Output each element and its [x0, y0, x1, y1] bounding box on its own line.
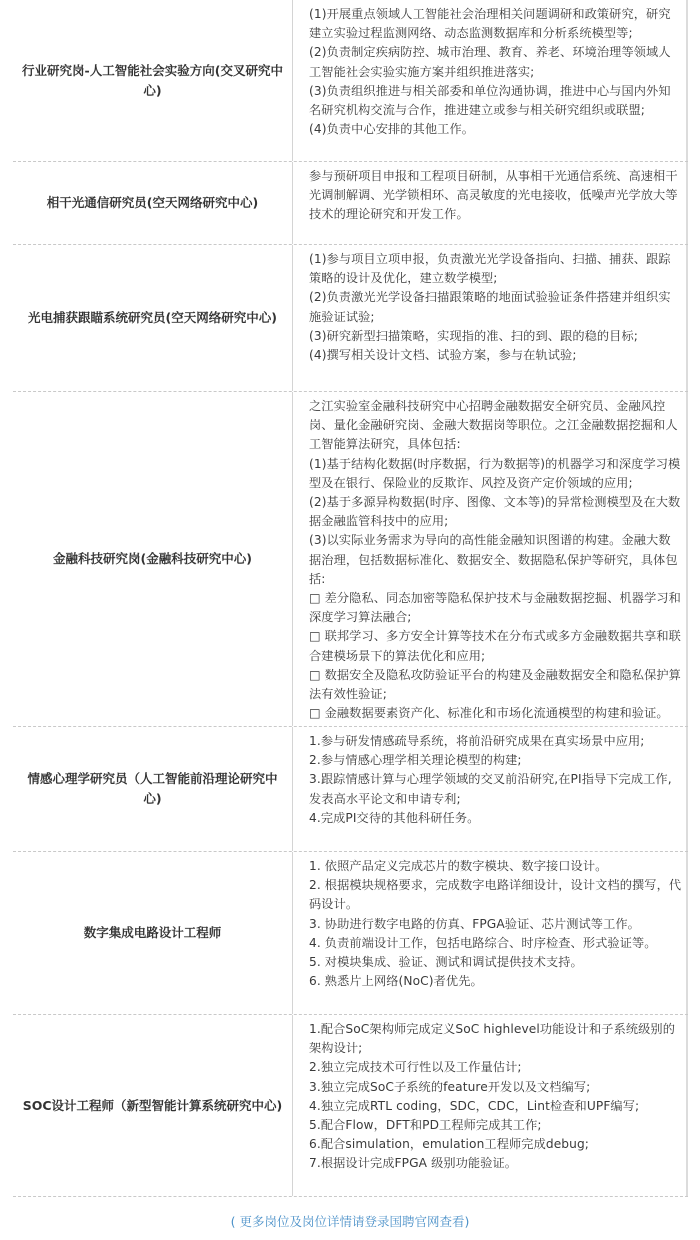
description-line: (1)基于结构化数据(时序数据，行为数据等)的机器学习和深度学习模型及在银行、保险业的反欺诈、风控及资产定价领域的应用;	[309, 456, 681, 490]
job-title: 相干光通信研究员(空天网络研究中心)	[13, 162, 293, 244]
job-row	[13, 852, 688, 1015]
description-line: □ 数据安全及隐私攻防验证平台的构建及金融数据安全和隐私保护算法有效性验证;	[309, 667, 681, 702]
description-line: 5.配合Flow，DFT和PD工程师完成其工作;	[309, 1118, 542, 1133]
description-line: (4)撰写相关设计文档、试验方案，参与在轨试验;	[309, 348, 577, 363]
job-description	[293, 1015, 688, 1196]
job-title: 金融科技研究岗(金融科技研究中心)	[13, 392, 293, 726]
description-line: (4)负责中心安排的其他工作。	[309, 122, 475, 137]
description-line: 1.配合SoC架构师完成定义SoC highlevel功能设计和子系统级别的架构设计;	[309, 1022, 676, 1056]
job-title: 光电捕获跟瞄系统研究员(空天网络研究中心)	[13, 245, 293, 391]
description-line: 2.独立完成技术可行性以及工作量估计;	[309, 1060, 522, 1075]
description-line: (1)开展重点领域人工智能社会治理相关问题调研和政策研究，研究建立实验过程监测网络、动态监测数据库和分析系统模型等;	[309, 7, 671, 41]
job-row	[13, 392, 688, 727]
job-row	[13, 1015, 688, 1197]
description-line: 之江实验室金融科技研究中心招聘金融数据安全研究员、金融风控岗、量化金融研究岗、金融大数据岗等职位。之江金融数据挖掘和人工智能算法研究，具体包括:	[309, 399, 678, 452]
description-line: (2)基于多源异构数据(时序、图像、文本等)的异常检测模型及在大数据金融监管科技中的应用;	[309, 495, 681, 529]
description-line: (2)负责制定疾病防控、城市治理、教育、养老、环境治理等领域人工智能社会实验实施方案并组织推进落实;	[309, 45, 671, 79]
description-line: □ 差分隐私、同态加密等隐私保护技术与金融数据挖掘、机器学习和深度学习算法融合;	[309, 591, 681, 625]
more-jobs-link[interactable]: ( 更多岗位及岗位详情请登录国聘官网查看)	[230, 1214, 470, 1229]
description-line: 参与预研项目申报和工程项目研制，从事相干光通信系统、高速相干光调制解调、光学锁相环、高灵敏度的光电接收，低噪声光学放大等技术的理论研究和开发工作。	[309, 169, 678, 222]
description-line: 4.完成PI交待的其他科研任务。	[309, 810, 480, 825]
job-row	[13, 162, 688, 245]
description-line: 1.参与研发情感疏导系统，将前沿研究成果在真实场景中应用;	[309, 734, 645, 748]
description-line: (3)以实际业务需求为导向的高性能金融知识图谱的构建。金融大数据治理，包括数据标准化、数据安全、数据隐私保护等研究，具体包括:	[309, 533, 678, 586]
job-description	[293, 727, 688, 851]
description-line: 3.独立完成SoC子系统的feature开发以及文档编写;	[309, 1079, 591, 1094]
description-line: 6. 熟悉片上网络(NoC)者优先。	[309, 974, 483, 989]
description-line: 5. 对模块集成、验证、测试和调试提供技术支持。	[309, 955, 583, 970]
description-line: 2. 根据模块规格要求，完成数字电路详细设计，设计文档的撰写，代码设计。	[309, 878, 682, 912]
description-line: (3)研究新型扫描策略，实现指的准、扫的到、跟的稳的目标;	[309, 328, 638, 343]
description-line: 2.参与情感心理学相关理论模型的构建;	[309, 753, 522, 768]
job-title: SOC设计工程师（新型智能计算系统研究中心)	[13, 1015, 293, 1196]
description-line: 6.配合simulation，emulation工程师完成debug;	[309, 1137, 589, 1152]
description-line: (2)负责激光光学设备扫描跟策略的地面试验验证条件搭建并组织实施验证试验;	[309, 290, 671, 324]
description-line: □ 金融数据要素资产化、标准化和市场化流通模型的构建和验证。	[309, 706, 669, 721]
job-description	[293, 852, 688, 1014]
job-description	[293, 162, 688, 244]
description-line: (3)负责组织推进与相关部委和单位沟通协调，推进中心与国内外知名研究机构交流与合作，推进建立或参与相关研究组织或联盟;	[309, 83, 671, 118]
job-title: 行业研究岗-人工智能社会实验方向(交叉研究中心)	[13, 0, 293, 161]
job-description	[293, 0, 688, 161]
job-row	[13, 727, 688, 852]
job-description	[293, 392, 688, 726]
job-row	[13, 245, 688, 392]
job-title: 数字集成电路设计工程师	[13, 852, 293, 1014]
job-title: 情感心理学研究员（人工智能前沿理论研究中心)	[13, 727, 293, 851]
description-line: 1. 依照产品定义完成芯片的数字模块、数字接口设计。	[309, 859, 608, 873]
description-line: 3. 协助进行数字电路的仿真、FPGA验证、芯片测试等工作。	[309, 916, 640, 931]
job-description	[293, 245, 688, 391]
description-line: (1)参与项目立项申报，负责激光光学设备指向、扫描、捕获、跟踪策略的设计及优化，建立数学模型;	[309, 252, 671, 286]
description-line: 4.独立完成RTL coding，SDC，CDC，Lint检查和UPF编写;	[309, 1098, 640, 1113]
description-line: 4. 负责前端设计工作，包括电路综合、时序检查、形式验证等。	[309, 935, 657, 950]
description-line: 7.根据设计完成FPGA 级别功能验证。	[309, 1156, 518, 1171]
job-row	[13, 0, 688, 162]
description-line: 3.跟踪情感计算与心理学领域的交叉前沿研究,在PI指导下完成工作,发表高水平论文和申请专利;	[309, 772, 672, 806]
job-table	[13, 0, 688, 1197]
description-line: □ 联邦学习、多方安全计算等技术在分布式或多方金融数据共享和联合建模场景下的算法优化和应用;	[309, 629, 681, 663]
